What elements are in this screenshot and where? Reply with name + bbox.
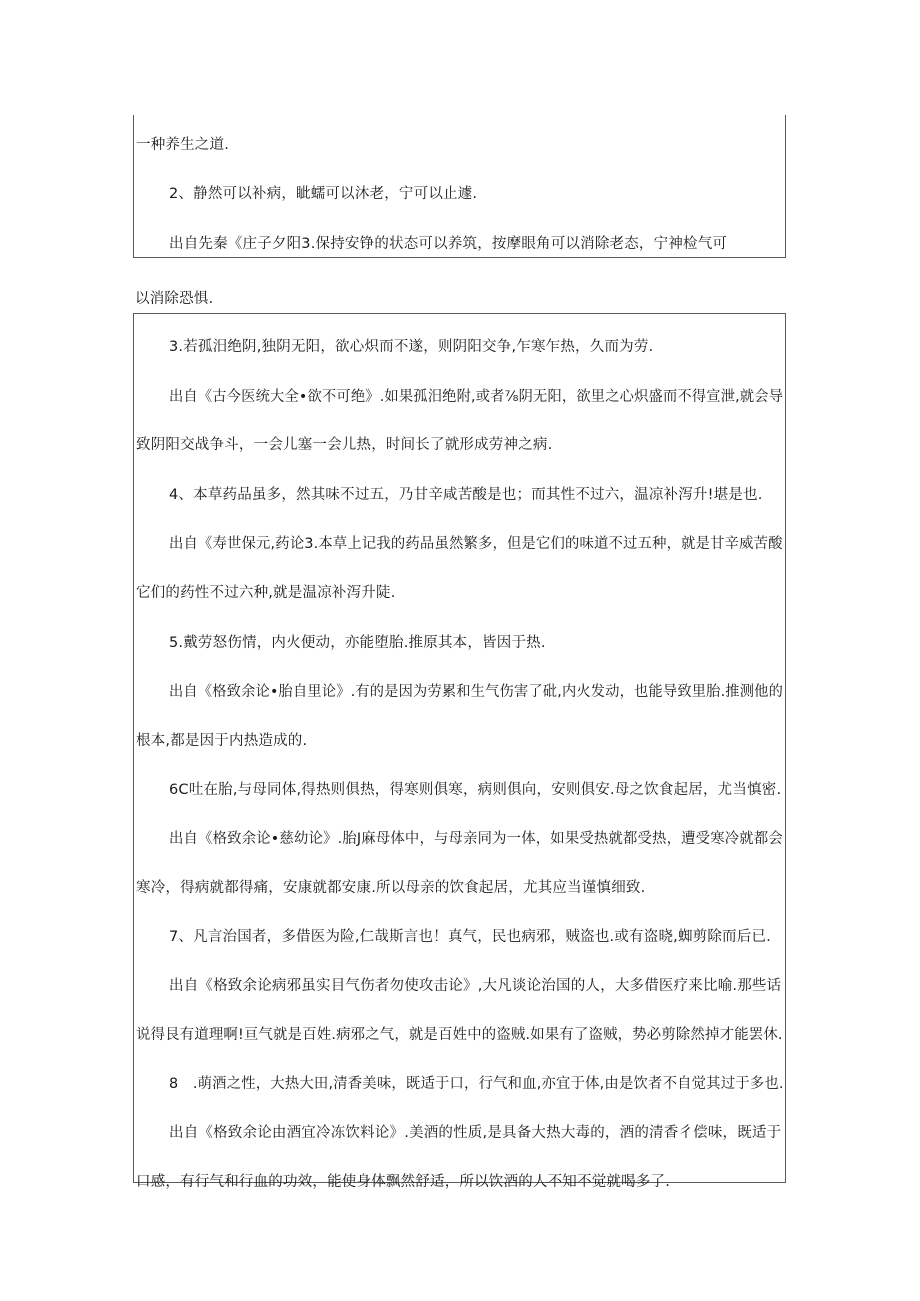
text-line: 出自《格致余论•胎自里论》.有的是因为劳累和生气伤害了砒,内火发动，也能导致里胎.推测他的 — [169, 684, 783, 700]
text-line: 3.若孤汨绝阴,独阴无阳，欲心炽而不遂，则阴阳交争,乍寒乍热，久而为劳. — [169, 339, 654, 355]
text-line: 2、静然可以补病，眦蠕可以沐老，宁可以止遽. — [169, 186, 478, 202]
text-line: 7、凡言治国者，多借医为险,仁哉斯言也！真气，民也病邪，贼盗也.或有盗晓,蜘剪除而后已. — [169, 929, 771, 945]
text-line: 8 .萌酒之性，大热大田,清香美味，既适于口，行气和血,亦宜于体,由是饮者不自觉其过于多也. — [169, 1076, 784, 1092]
text-line: 5.戴劳怒伤情，内火便动，亦能堕胎.推原其本，皆因于热. — [169, 635, 546, 651]
text-line: 出自先秦《庄子夕阳3.保持安铮的状态可以养筑，按摩眼角可以消除老态，宁神检气可 — [169, 236, 728, 252]
text-line: 出自《古今医统大全•欲不可绝》.如果孤汨绝附,或者⅞阴无阳，欲里之心炽盛而不得宣泄,就会导 — [169, 389, 784, 405]
text-line: 出自《格致余论由酒宜冷冻饮料论》.美酒的性质,是具备大热大毒的，酒的清香彳偿味，既适于 — [169, 1125, 782, 1141]
text-line: 口感，有行气和行血的功效，能使身体飘然舒适，所以饮酒的人不知不觉就喝多了. — [136, 1174, 671, 1190]
text-line: 一种养生之道. — [136, 137, 230, 153]
text-line: 6C吐在胎,与母同体,得热则俱热，得寒则俱寒，病则俱向，安则俱安.母之饮食起居，尤当慎密. — [169, 782, 782, 798]
text-line: 它们的药性不过六种,就是温凉补泻升陡. — [136, 585, 396, 601]
text-line: 出自《格致余论病邪虽实目气伤者勿使攻击论》,大凡谈论治国的人，大多借医疗来比喻.那些话 — [169, 978, 782, 994]
continuation-text: 以消除恐惧. — [135, 291, 214, 307]
top-text-box — [133, 115, 786, 258]
main-text-box — [133, 313, 786, 1190]
text-line: 寒冷，得病就都得痛，安康就都安康.所以母亲的饮食起居，尤其应当谨慎细致. — [136, 880, 646, 896]
text-line: 根本,都是因于内热造成的. — [136, 733, 308, 749]
text-line: 4、本草药品虽多，然其味不过五，乃甘辛咸苦酸是也；而其性不过六，温凉补泻升!堪是也. — [169, 487, 763, 503]
text-line: 致阴阳交战争斗，一会儿塞一会儿热，时间长了就形成劳神之病. — [136, 437, 553, 453]
text-line: 出自《格致余论•慈幼论》.胎J麻母体中，与母亲同为一体，如果受热就都受热，遭受寒冷就都会 — [169, 831, 783, 847]
text-line: 说得艮有道理啊!亘气就是百姓.病邪之气，就是百姓中的盗贼.如果有了盗贼，势必剪除然掉才能罢休. — [136, 1027, 783, 1043]
text-line: 出自《寿世保元,药论3.本草上记我的药品虽然繁多，但是它们的味道不过五种，就是甘辛威苦酸 — [169, 536, 783, 552]
